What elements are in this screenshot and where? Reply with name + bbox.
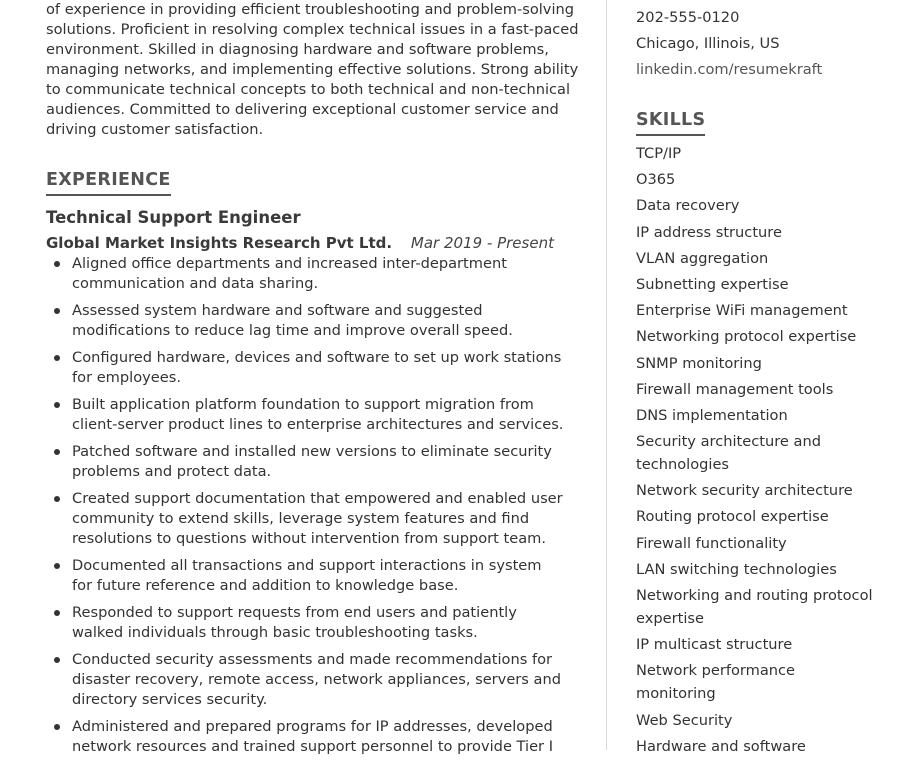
experience-bullet: Patched software and installed new versions to eliminate security problems and protect data.	[46, 442, 566, 482]
skill-item: Network security architecture	[636, 482, 853, 500]
skill-item: IP address structure	[636, 223, 782, 241]
job-title: Technical Support Engineer	[46, 208, 301, 227]
column-divider	[606, 0, 607, 750]
skill-item: Routing protocol expertise	[636, 508, 829, 526]
skill-item: IP multicast structure	[636, 636, 793, 654]
skill-item: Subnetting expertise	[636, 275, 789, 293]
experience-bullet: Created support documentation that empowered and enabled user community to extend skills, leverage system features and find resolutions to questions without intervention from support team.	[46, 489, 566, 549]
summary-text: of experience in providing efficient troubleshooting and problem-solving solutions. Proficient in resolving complex technical issues in a fast-paced environment. Skilled in diagnosing hardware and software problems, managing networks, and implementing effective solutions. Strong ability to communicate technical concepts to both technical and non-technical audiences. Committed to delivering exceptional customer service and driving customer satisfaction.	[46, 1, 579, 138]
experience-bullets	[46, 254, 566, 764]
experience-bullet: Administered and prepared programs for IP addresses, developed network resources and trained support personnel to provide Tier I	[46, 717, 566, 757]
skill-item: Web Security	[636, 711, 733, 729]
skill-item: TCP/IP	[636, 145, 682, 162]
skill-item: Data recovery	[636, 197, 740, 215]
experience-bullet: Assessed system hardware and software and suggested modifications to reduce lag time and improve overall speed.	[46, 301, 566, 341]
skills-heading: SKILLS	[636, 110, 705, 136]
skill-item: Network performance monitoring	[636, 662, 796, 703]
skill-item: Networking protocol expertise	[636, 328, 857, 346]
skill-item: Firewall management tools	[636, 380, 834, 398]
company-line	[46, 234, 554, 252]
experience-bullet: Configured hardware, devices and software to set up work stations for employees.	[46, 348, 566, 388]
experience-bullet: Built application platform foundation to support migration from client-server product lines to enterprise architectures and services.	[46, 395, 566, 435]
skill-item: DNS implementation	[636, 406, 788, 424]
skill-item: LAN switching technologies	[636, 560, 837, 578]
experience-bullet: Documented all transactions and support interactions in system for future reference and addition to knowledge base.	[46, 556, 566, 596]
company-name: Global Market Insights Research Pvt Ltd.	[46, 234, 393, 252]
contact-block	[636, 5, 822, 83]
skill-item: SNMP monitoring	[636, 354, 762, 372]
skill-item: VLAN aggregation	[636, 249, 769, 267]
contact-location: Chicago, Illinois, US	[636, 35, 780, 52]
experience-bullet: Conducted security assessments and made recommendations for disaster recovery, remote access, network appliances, servers and directory services security.	[46, 650, 566, 710]
experience-bullet: Aligned office departments and increased inter-department communication and data sharing.	[46, 254, 566, 294]
skill-item: Hardware and software	[636, 737, 806, 755]
job-dates: Mar 2019 - Present	[410, 234, 554, 252]
skill-item: Enterprise WiFi management	[636, 302, 848, 320]
skill-item: Firewall functionality	[636, 534, 787, 552]
skills-list	[636, 142, 876, 758]
contact-website[interactable]: linkedin.com/resumekraft	[636, 61, 823, 78]
skill-item: Security architecture and technologies	[636, 433, 821, 474]
skill-item: Networking and routing protocol expertise	[636, 587, 873, 627]
skill-item: O365	[636, 171, 676, 189]
contact-phone: 202-555-0120	[636, 9, 740, 26]
experience-heading: EXPERIENCE	[46, 170, 171, 196]
experience-bullet: Responded to support requests from end users and patiently walked individuals through basic troubleshooting tasks.	[46, 603, 566, 643]
skills-section	[636, 110, 876, 761]
